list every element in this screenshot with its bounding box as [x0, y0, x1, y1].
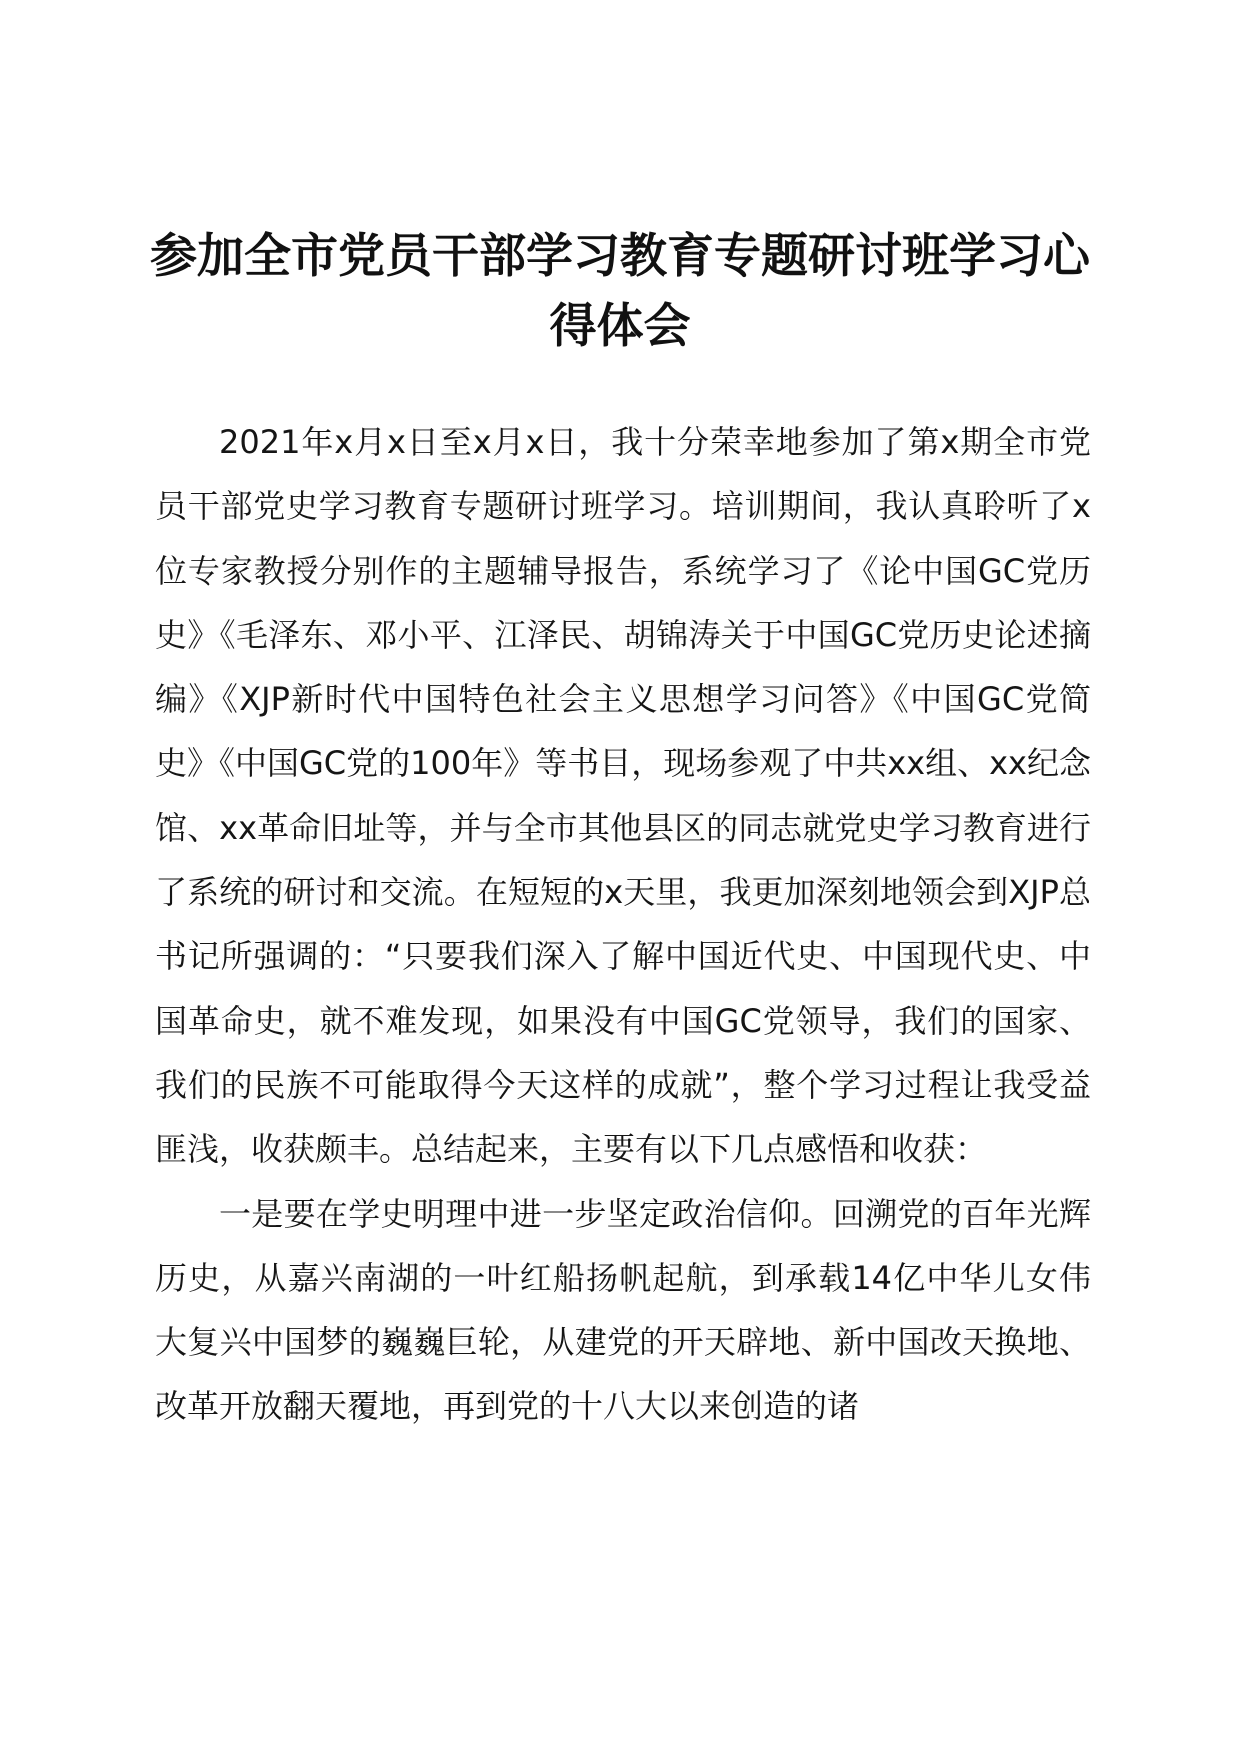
paragraph-point-one: 一是要在学史明理中进一步坚定政治信仰。回溯党的百年光辉历史，从嘉兴南湖的一叶红船扬帆起航，到承载14亿中华儿女伟大复兴中国梦的巍巍巨轮，从建党的开天辟地、新中国改天换地、改革开放翻天覆地，再到党的十八大以来创造的诸: [155, 1194, 1091, 1426]
document-body: [155, 410, 1091, 1439]
document-title: 参加全市党员干部学习教育专题研讨班学习心得体会: [150, 229, 1090, 354]
paragraph-intro: 2021年x月x日至x月x日，我十分荣幸地参加了第x期全市党员干部党史学习教育专题研讨班学习。培训期间，我认真聆听了x位专家教授分别作的主题辅导报告，系统学习了《论中国GC党历史》《毛泽东、邓小平、江泽民、胡锦涛关于中国GC党历史论述摘编》《XJP新时代中国特色社会主义思想学习问答》《中国GC党简史》《中国GC党的100年》等书目，现场参观了中共xx组、xx纪念馆、xx革命旧址等，并与全市其他县区的同志就党史学习教育进行了系统的研讨和交流。在短短的x天里，我更加深刻地领会到XJP总书记所强调的：“只要我们深入了解中国近代史、中国现代史、中国革命史，就不难发现，如果没有中国GC党领导，我们的国家、我们的民族不可能取得今天这样的成就”，整个学习过程让我受益匪浅，收获颇丰。总结起来，主要有以下几点感悟和收获：: [155, 423, 1091, 1169]
